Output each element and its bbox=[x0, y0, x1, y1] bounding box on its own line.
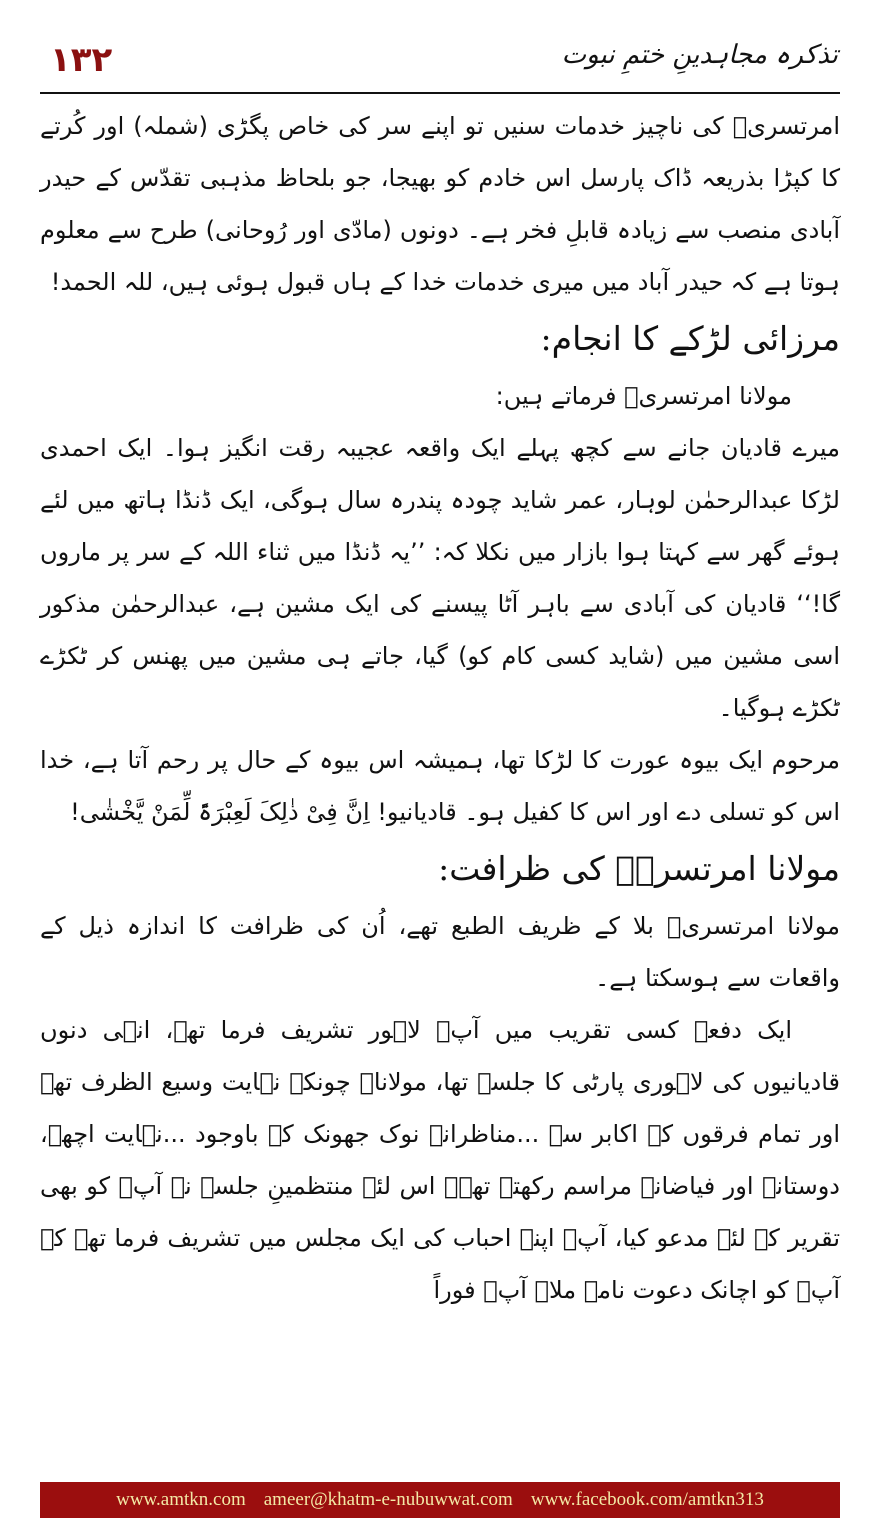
paragraph-lahore-jalsa: ایک دفعہ کسی تقریب میں آپؒ لاہور تشریف فرما تھے، انہی دنوں قادیانیوں کی لاہوری پارٹی کا جلسہ تھا، مولاناؒ چونکہ نہایت وسیع الظرف تھے اور تمام فرقوں کے اکابر سے ...مناظرانہ نوک جھونک کے باوجود ...نہایت اچھے، دوستانہ اور فیاضانہ مراسم رکھتے تھے۔ اس لئے منتظمینِ جلسہ نے آپؒ کو بھی تقریر کے لئے مدعو کیا، آپؒ اپنے احباب کی ایک مجلس میں تشریف فرما تھے کہ آپؒ کو اچانک دعوت نامہ ملا۔ آپؒ فوراً bbox=[40, 1016, 840, 1304]
paragraph-hyderabad-honor: امرتسریؒ کی ناچیز خدمات سنیں تو اپنے سر کی خاص پگڑی (شملہ) اور کُرتے کا کپڑا بذریعہ ڈاک پارسل اس خادم کو بھیجا، جو بلحاظ مذہبی تقدّس کے حیدر آبادی منصب سے زیادہ قابلِ فخر ہے۔ دونوں (مادّی اور رُوحانی) طرح سے معلوم ہوتا ہے کہ حیدر آباد میں میری خدمات خدا کے ہاں قبول ہوئی ہیں، للہ الحمد! bbox=[40, 112, 840, 296]
page-header bbox=[40, 36, 840, 90]
footer-facebook-link[interactable]: www.facebook.com/amtkn313 bbox=[530, 1489, 764, 1510]
section-heading-mirzai-boy: مرزائی لڑکے کا انجام: bbox=[540, 319, 840, 358]
paragraph-widow-son: مرحوم ایک بیوہ عورت کا لڑکا تھا، ہمیشہ اس بیوہ کے حال پر رحم آتا ہے، خدا اس کو تسلی دے اور اس کا کفیل ہو۔ قادیانیو! اِنَّ فِیْ ذٰلِکَ لَعِبْرَۃً لِّمَنْ یَّخْشٰی! bbox=[40, 746, 840, 826]
running-title: تذکرہ مجاہدینِ ختمِ نبوت bbox=[561, 40, 838, 70]
footer-website-link[interactable]: www.amtkn.com bbox=[116, 1489, 246, 1510]
section-heading-humor: مولانا امرتسریؒ کی ظرافت: bbox=[438, 849, 840, 888]
page-body bbox=[40, 100, 840, 1316]
footer-bar bbox=[40, 1482, 840, 1518]
paragraph-humor-intro: مولانا امرتسریؒ بلا کے ظریف الطبع تھے، اُن کی ظرافت کا اندازہ ذیل کے واقعات سے ہوسکتا ہے۔ bbox=[40, 912, 840, 992]
footer-email-link[interactable]: ameer@khatm-e-nubuwwat.com bbox=[263, 1489, 513, 1510]
header-rule bbox=[40, 92, 840, 94]
paragraph-qadian-incident: میرے قادیان جانے سے کچھ پہلے ایک واقعہ عجیبہ رقت انگیز ہوا۔ ایک احمدی لڑکا عبدالرحمٰن لوہار، عمر شاید چودہ پندرہ سال ہوگی، ایک ڈنڈا ہاتھ میں لئے ہوئے گھر سے کہتا ہوا بازار میں نکلا کہ: ’’یہ ڈنڈا میں ثناء اللہ کے سر پر ماروں گا!‘‘ قادیان کی آبادی سے باہر آٹا پیسنے کی ایک مشین ہے، عبدالرحمٰن مذکور اسی مشین میں (شاید کسی کام کو) گیا، جاتے ہی مشین میں پھنس کر ٹکڑے ٹکڑے ہوگیا۔ bbox=[40, 434, 840, 722]
page-number: ۱۳۲ bbox=[50, 40, 113, 80]
paragraph-intro-quote: مولانا امرتسریؒ فرماتے ہیں: bbox=[495, 382, 792, 410]
